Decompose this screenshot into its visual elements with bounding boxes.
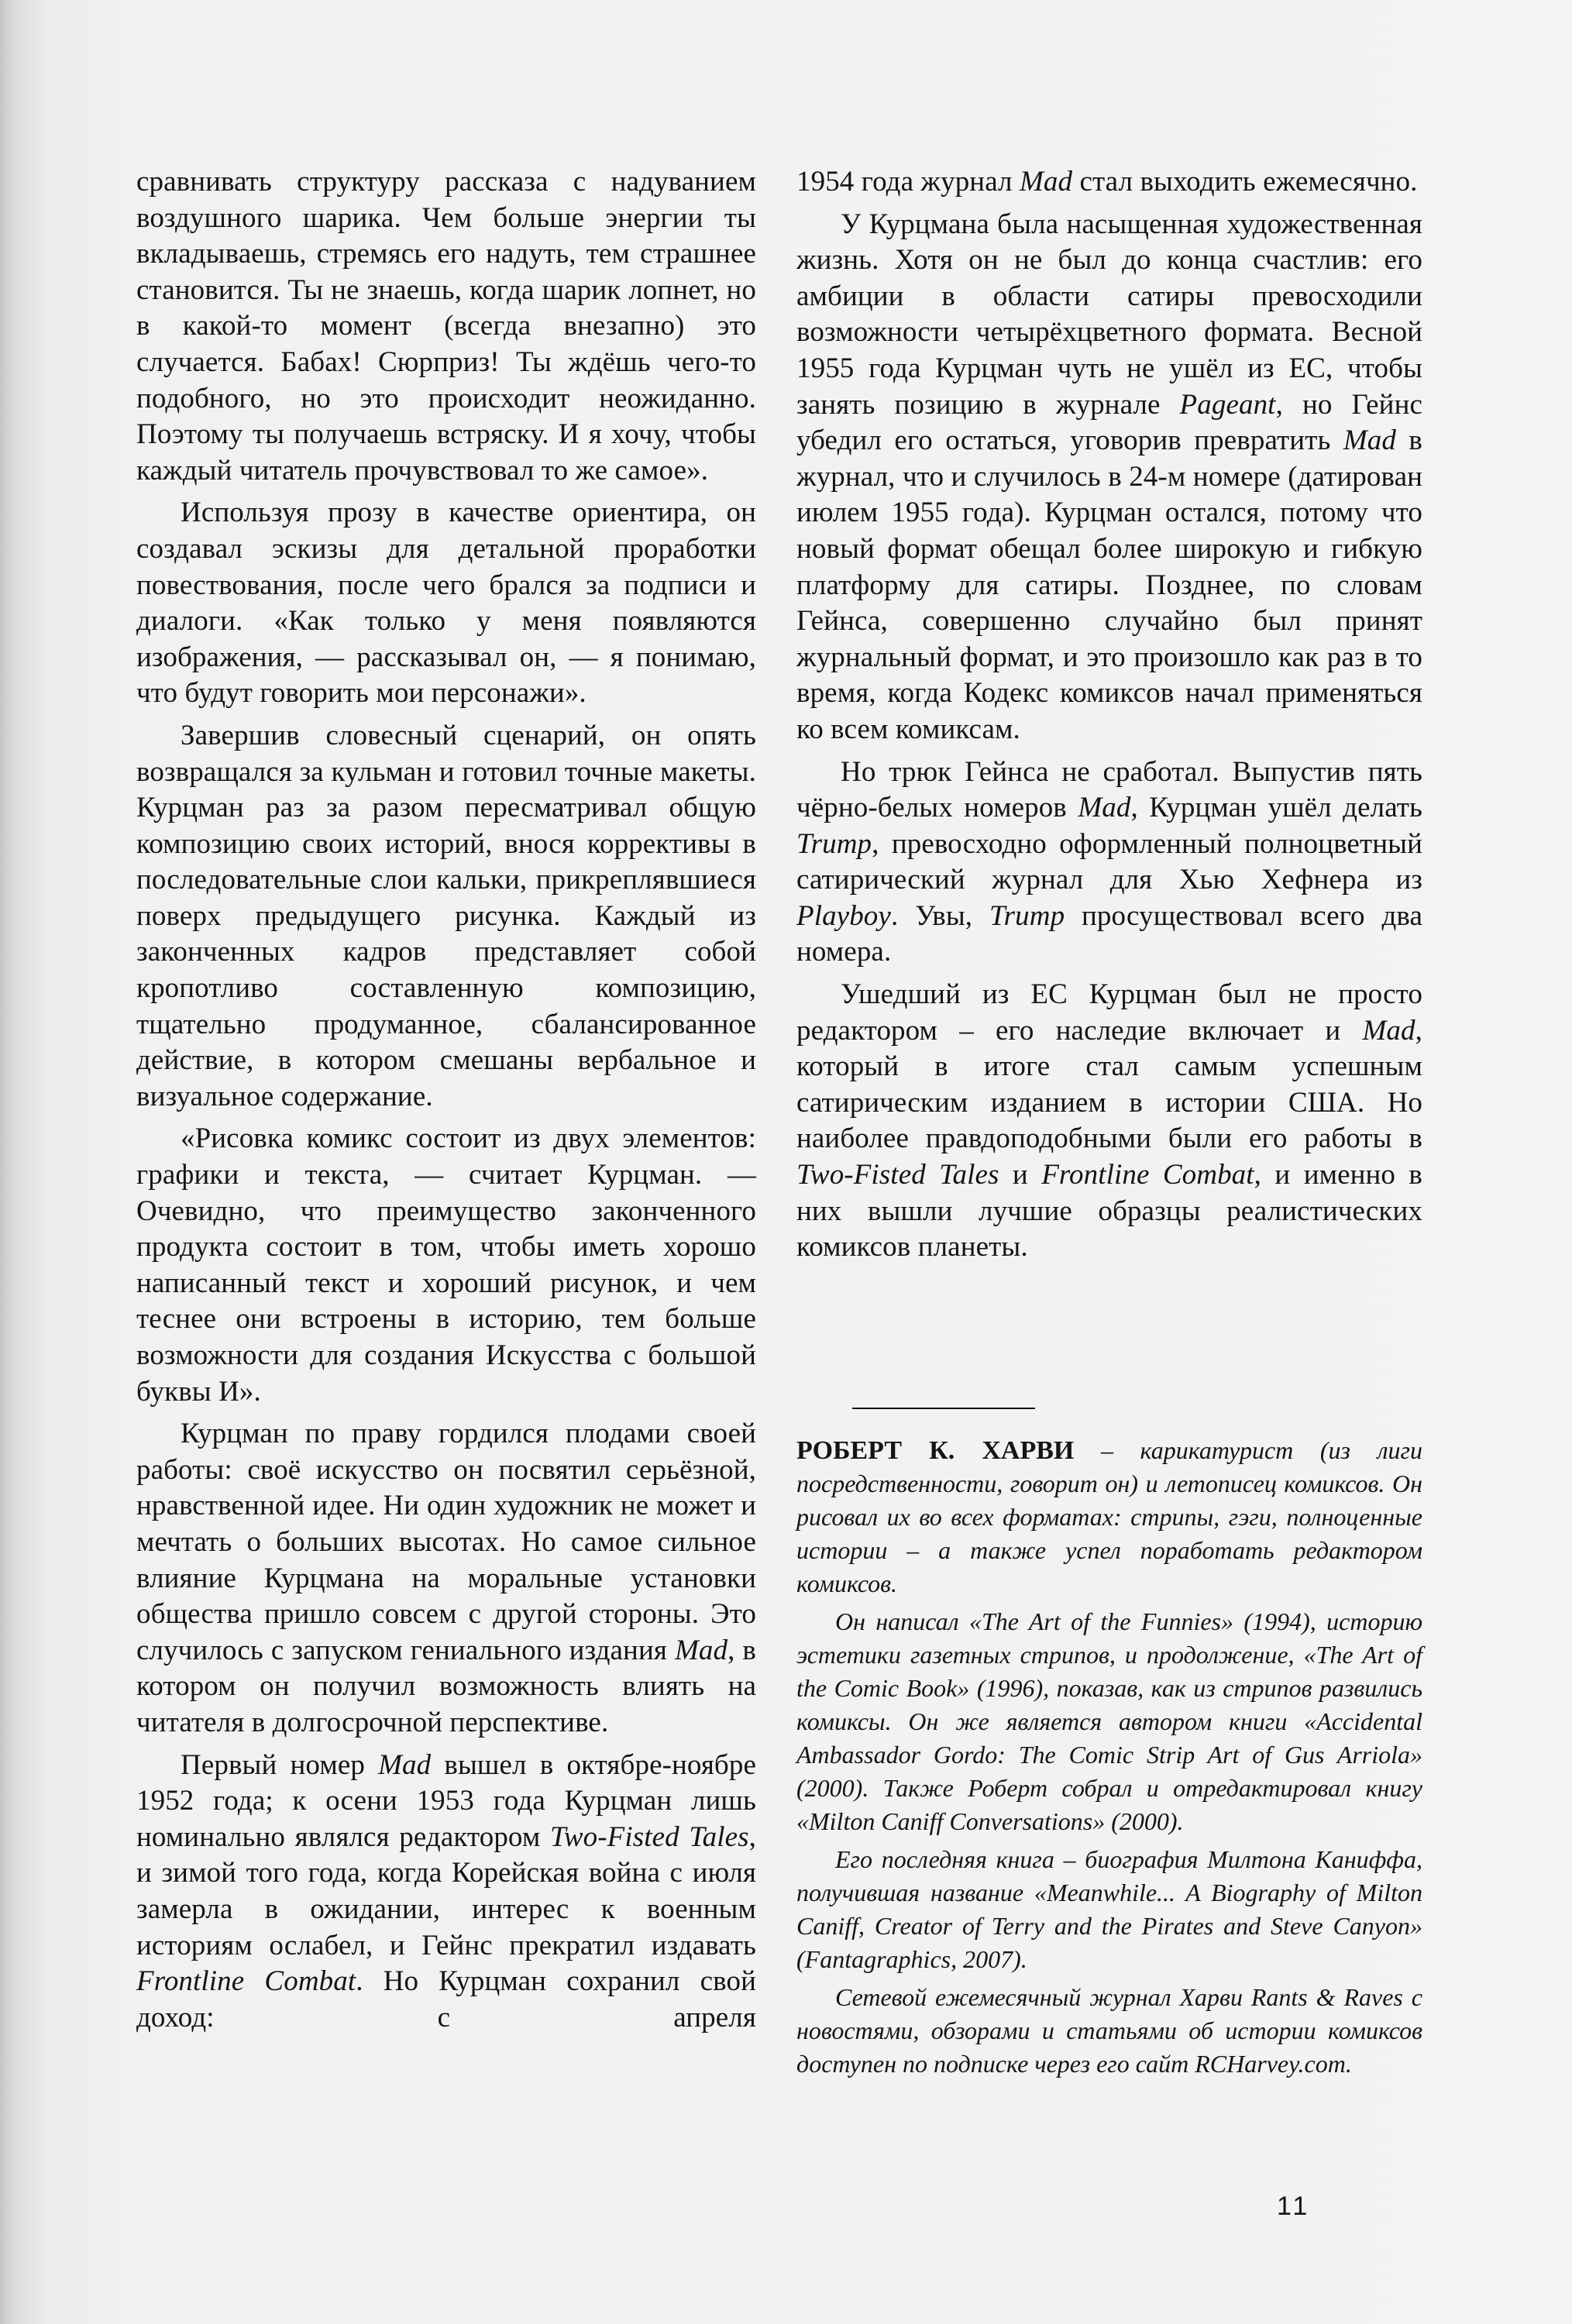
bio-paragraph: Сетевой ежемесячный журнал Харви Rants & Raves с новостями, обзорами и статьями об истории комиксов доступен по подписке через его сайт RCHarvey.com. <box>796 1983 1422 2078</box>
paragraph: «Рисовка комикс состоит из двух элементов: графики и текста, — считает Курцман. — Очевидно, что преимущество законченного продукта состоит в том, чтобы иметь хорошо написанный текст и хороший рисунок, и чем теснее они встроены в историю, тем больше возможности для создания Искусства с большой буквы И». <box>136 1122 756 1408</box>
paragraph: Используя прозу в качестве ориентира, он создавал эскизы для детальной проработки повествования, после чего брался за подписи и диалоги. «Как только у меня появляются изображения, — рассказывал он, — я понимаю, что будут говорить мои персонажи». <box>136 497 756 710</box>
page-number: 11 <box>1277 2192 1311 2221</box>
bio-intro-text: – карикатурист (из лиги посредственности, говорит он) и летописец комиксов. Он рисовал их во всех форматах: стрипы, гэги, полноценные истории – а также успел поработать редактором комиксов. <box>796 1436 1423 1597</box>
section-divider <box>852 1408 1035 1409</box>
left-column <box>136 164 756 2042</box>
paragraph: У Курцмана была насыщенная художественная жизнь. Хотя он не был до конца счастлив: его амбиции в области сатиры превосходили возможности четырёхцветного формата. Весной 1955 года Курцман чуть не ушёл из EC, чтобы занять позицию в журнале Pageant, но Гейнс убедил его остаться, уговорив превратить Mad в журнал, что и случилось в 24-м номере (датирован июлем 1955 года). Курцман остался, потому что новый формат обещал более широкую и гибкую платформу для сатиры. Позднее, по словам Гейнса, совершенно случайно был принят журнальный формат, и это произошло как раз в то время, когда Кодекс комиксов начал применяться ко всем комиксам. <box>796 208 1422 745</box>
paragraph: сравнивать структуру рассказа с надуванием воздушного шарика. Чем больше энергии ты вкладываешь, стремясь его надуть, тем страшнее становится. Ты не знаешь, когда шарик лопнет, но в какой-то момент (всегда внезапно) это случается. Бабах! Сюрприз! Ты ждёшь чего-то подобного, но это происходит неожиданно. Поэтому ты получаешь встряску. И я хочу, чтобы каждый читатель прочувствовал то же самое». <box>136 166 756 486</box>
paragraph: Но трюк Гейнса не сработал. Выпустив пять чёрно-белых номеров Mad, Курцман ушёл делать Trump, превосходно оформленный полноцветный сатирический журнал для Хью Хефнера из Playboy. Увы, Trump просуществовал всего два номера. <box>796 755 1423 968</box>
paragraph: Завершив словесный сценарий, он опять возвращался за кульман и готовил точные макеты. Курцман раз за разом пересматривал общую композицию своих историй, внося коррективы в последовательные слои кальки, прикреплявшиеся поверх предыдущего рисунка. Каждый из законченных кадров представляет собой кропотливо составленную композицию, тщательно продуманное, сбалансированное действие, в котором смешаны вербальное и визуальное содержание. <box>136 719 756 1112</box>
bio-paragraph: Он написал «The Art of the Funnies» (1994), историю эстетики газетных стрипов, и продолжение, «The Art of the Comic Book» (1996), показав, как из стрипов развились комиксы. Он же является автором книги «Accidental Ambassador Gordo: The Comic Strip Art of Gus Arriola» (2000). Также Роберт собрал и отредактировал книгу «Milton Caniff Conversations» (2000). <box>796 1607 1422 1835</box>
paragraph: 1954 года журнал Mad стал выходить ежемесячно. <box>796 166 1418 198</box>
right-column <box>796 164 1422 1272</box>
bio-author-name: РОБЕРТ К. ХАРВИ <box>796 1436 1075 1465</box>
bio-paragraph: Его последняя книга – биография Милтона Каниффа, получившая название «Meanwhile... A Biography of Milton Caniff, Creator of Terry and the Pirates and Steve Canyon» (Fantagraphics, 2007). <box>796 1845 1422 1973</box>
paragraph: Ушедший из EC Курцман был не просто редактором – его наследие включает и Mad, который в итоге стал самым успешным сатирическим изданием в истории США. Но наиболее правдоподобными были его работы в Two-Fisted Tales и Frontline Combat, и именно в них вышли лучшие образцы реалистических комиксов планеты. <box>796 978 1422 1263</box>
paragraph: Первый номер Mad вышел в октябре-ноябре 1952 года; к осени 1953 года Курцман лишь номинально являлся редактором Two-Fisted Tales, и зимой того года, когда Корейская война с июля замерла в ожидании, интерес к военным историям ослабел, и Гейнс прекратил издавать Frontline Combat. Но Курцман сохранил свой доход: с апреля <box>136 1748 756 2033</box>
author-bio <box>796 1434 1422 2085</box>
bio-intro <box>796 1434 1422 1600</box>
paragraph: Курцман по праву гордился плодами своей работы: своё искусство он посвятил серьёзной, нравственной идее. Ни один художник не может и мечтать о больших высотах. Но самое сильное влияние Курцмана на моральные установки общества пришло совсем с другой стороны. Это случилось с запуском гениального издания Mad, в котором он получил возможность влиять на читателя в долгосрочной перспективе. <box>136 1418 756 1738</box>
